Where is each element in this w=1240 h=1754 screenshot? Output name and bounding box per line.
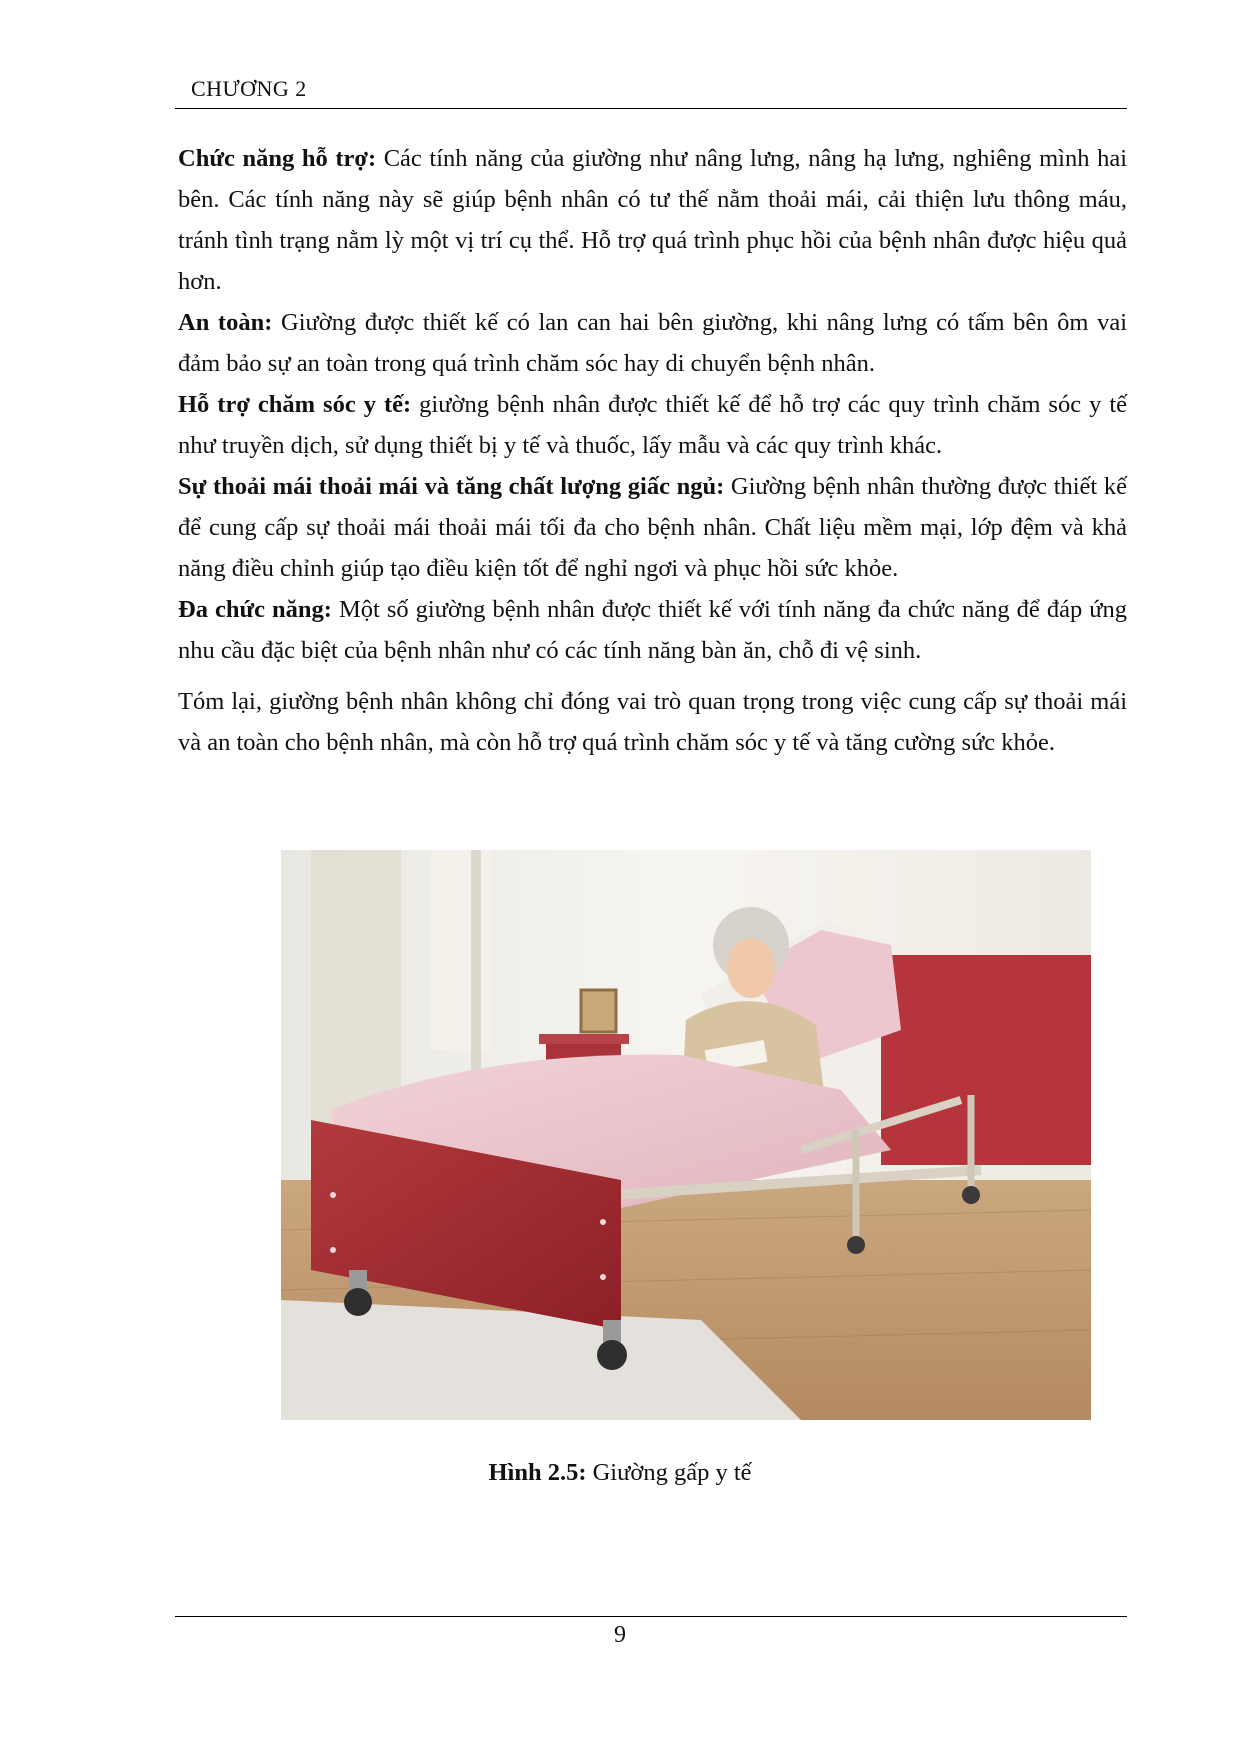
paragraph-body: Giường bệnh nhân thường được thiết kế để cung cấp sự thoải mái thoải mái tối đa cho bệnh nhân. Chất liệu mềm mại, lớp đệm và khả năng điều chỉnh giúp tạo điều kiện tốt để nghỉ ngơi và phục hồi sức khỏe. (178, 473, 1127, 582)
chapter-title: CHƯƠNG 2 (191, 76, 307, 101)
page-number: 9 (614, 1622, 626, 1648)
paragraph-summary: Tóm lại, giường bệnh nhân không chỉ đóng vai trò quan trọng trong việc cung cấp sự thoải mái và an toàn cho bệnh nhân, mà còn hỗ trợ quá trình chăm sóc y tế và tăng cường sức khỏe. (178, 688, 1127, 756)
paragraph-multifunction (178, 589, 1127, 671)
bed-photo-illustration (281, 850, 1091, 1420)
paragraph-support (178, 138, 1127, 302)
paragraph-body: giường bệnh nhân được thiết kế để hỗ trợ các quy trình chăm sóc y tế như truyền dịch, sử dụng thiết bị y tế và thuốc, lấy mẫu và các quy trình khác. (178, 391, 1128, 459)
body-text (178, 138, 1127, 763)
paragraph-term: An toàn: (178, 309, 273, 336)
footer-divider (175, 1616, 1127, 1617)
paragraph-safety (178, 302, 1127, 384)
paragraph-medical-care (178, 384, 1127, 466)
paragraph-term: Sự thoải mái thoải mái và tăng chất lượng giấc ngủ: (178, 473, 725, 500)
paragraph-term: Chức năng hỗ trợ: (178, 145, 377, 172)
figure-caption (0, 1459, 1240, 1487)
caption-label: Hình 2.5: (488, 1459, 587, 1486)
paragraph-body: Các tính năng của giường như nâng lưng, nâng hạ lưng, nghiêng mình hai bên. Các tính năng này sẽ giúp bệnh nhân có tư thế nằm thoải mái, cải thiện lưu thông máu, tránh tình trạng nằm lỳ một vị trí cụ thể. Hỗ trợ quá trình phục hồi của bệnh nhân được hiệu quả hơn. (178, 145, 1128, 295)
paragraph-term: Đa chức năng: (178, 596, 332, 623)
paragraph-comfort (178, 466, 1127, 589)
figure-photo (281, 850, 1091, 1420)
paragraph-term: Hỗ trợ chăm sóc y tế: (178, 391, 412, 418)
page-header (175, 72, 1127, 109)
paragraph-body: Giường được thiết kế có lan can hai bên giường, khi nâng lưng có tấm bên ôm vai đảm bảo sự an toàn trong quá trình chăm sóc hay di chuyển bệnh nhân. (178, 309, 1128, 377)
paragraph-body: Một số giường bệnh nhân được thiết kế với tính năng đa chức năng để đáp ứng nhu cầu đặc biệt của bệnh nhân như có các tính năng bàn ăn, chỗ đi vệ sinh. (178, 596, 1127, 664)
caption-text: Giường gấp y tế (586, 1459, 752, 1486)
